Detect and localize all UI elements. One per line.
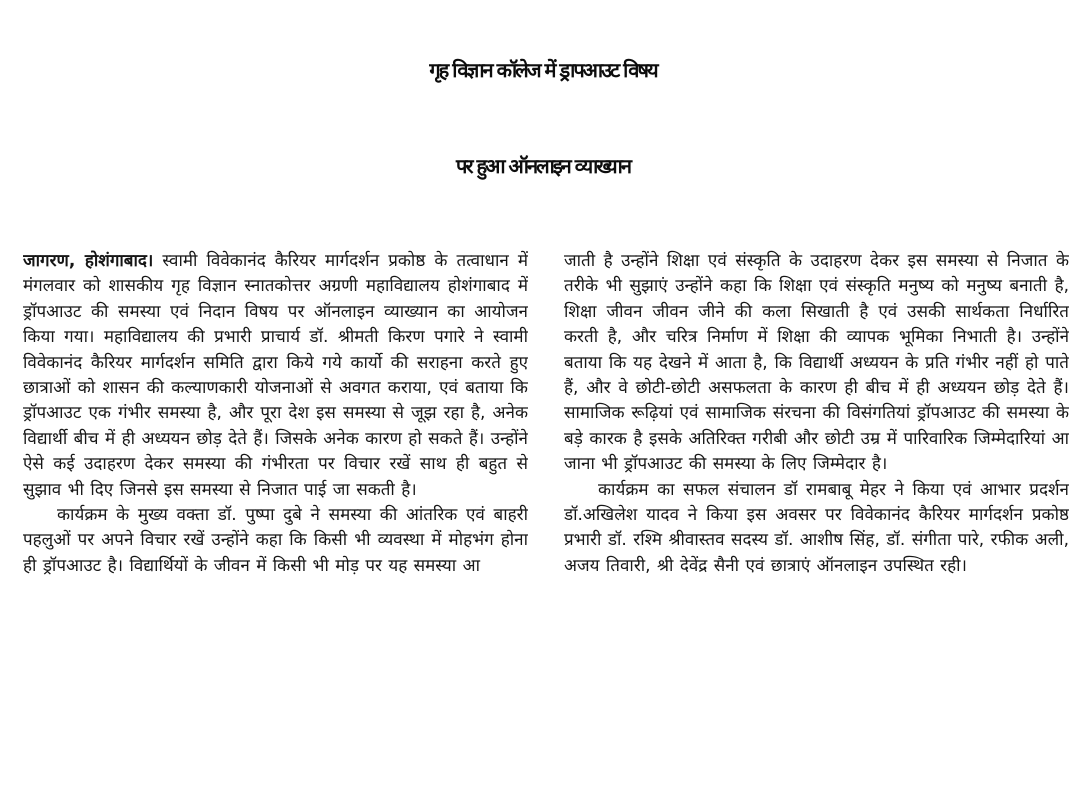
paragraph-text: जाती है उन्होंने शिक्षा एवं संस्कृति के उदाहरण देकर इस समस्या से निजात के तरीके भी सुझाएं उन्होंने कहा कि शिक्षा एवं संस्कृति मनुष्य को मनुष्य बनाती है, शिक्षा जीवन जीवन जीने की कला सिखाती है एवं उसकी सार्थकता निर्धारित करती है, और चरित्र निर्माण में शिक्षा की व्यापक भूमिका निभाती है। उन्होंने बताया कि यह देखने में आता है, कि विद्यार्थी अध्ययन के प्रति गंभीर नहीं हो पाते हैं, और वे छोटी-छोटी असफलता के कारण ही बीच में ही अध्ययन छोड़ देते हैं। सामाजिक रूढ़ियां एवं सामाजिक संरचना की विसंगतियां ड्रॉपआउट की समस्या के बड़े कारक है इसके अतिरिक्त गरीबी और छोटी उम्र में पारिवारिक जिम्मेदारियां आ जाना भी ड्रॉपआउट की समस्या के लिए जिम्मेदार है। — [564, 251, 1069, 475]
paragraph-text: स्वामी विवेकानंद कैरियर मार्गदर्शन प्रकोष्ठ के तत्वाधान में मंगलवार को शासकीय गृह विज्ञान स्नातकोत्तर अग्रणी महाविद्यालय होशंगाबाद में ड्रॉपआउट की समस्या एवं निदान विषय पर ऑनलाइन व्याख्यान का आयोजन किया गया। महाविद्यालय की प्रभारी प्राचार्य डॉ. श्रीमती किरण पगारे ने स्वामी विवेकानंद कैरियर मार्गदर्शन समिति द्वारा किये गये कार्यो की सराहना करते हुए छात्राओं को शासन की कल्याणकारी योजनाओं से अवगत कराया, एवं बताया कि ड्रॉपआउट एक गंभीर समस्या है, और पूरा देश इस समस्या से जूझ रहा है, अनेक विद्यार्थी बीच में ही अध्ययन छोड़ देते हैं। जिसके अनेक कारण हो सकते हैं। उन्होंने ऐसे कई उदाहरण देकर समस्या की गंभीरता पर विचार रखें साथ ही बहुत से सुझाव भी दिए जिनसे इस समस्या से निजात पाई जा सकती है। — [23, 251, 528, 500]
article-column-2 — [564, 249, 1069, 797]
article-paragraph — [564, 478, 1069, 580]
headline — [0, 24, 1086, 212]
headline-line-2: पर हुआ ऑनलाइन व्याख्यान — [456, 154, 630, 178]
dateline: जागरण, होशंगाबाद। — [23, 251, 154, 271]
article-column-1 — [23, 249, 528, 797]
article-paragraph — [23, 249, 528, 503]
article-paragraph — [23, 503, 528, 579]
article-paragraph — [564, 249, 1069, 478]
headline-line-1: गृह विज्ञान कॉलेज में ड्रापआउट विषय — [429, 58, 657, 82]
paragraph-text: कार्यक्रम के मुख्य वक्ता डॉ. पुष्पा दुबे ने समस्या की आंतरिक एवं बाहरी पहलुओं पर अपने विचार रखें उन्होंने कहा कि किसी भी व्यवस्था में मोहभंग होना ही ड्रॉपआउट है। विद्यार्थियों के जीवन में किसी भी मोड़ पर यह समस्या आ — [23, 505, 528, 576]
article-body — [23, 249, 1069, 797]
paragraph-text: कार्यक्रम का सफल संचालन डॉ रामबाबू मेहर ने किया एवं आभार प्रदर्शन डॉ.अखिलेश यादव ने किया इस अवसर पर विवेकानंद कैरियर मार्गदर्शन प्रकोष्ठ प्रभारी डॉ. रश्मि श्रीवास्तव सदस्य डॉ. आशीष सिंह, डॉ. संगीता पारे, रफीक अली, अजय तिवारी, श्री देवेंद्र सैनी एवं छात्राएं ऑनलाइन उपस्थित रही। — [564, 479, 1069, 576]
